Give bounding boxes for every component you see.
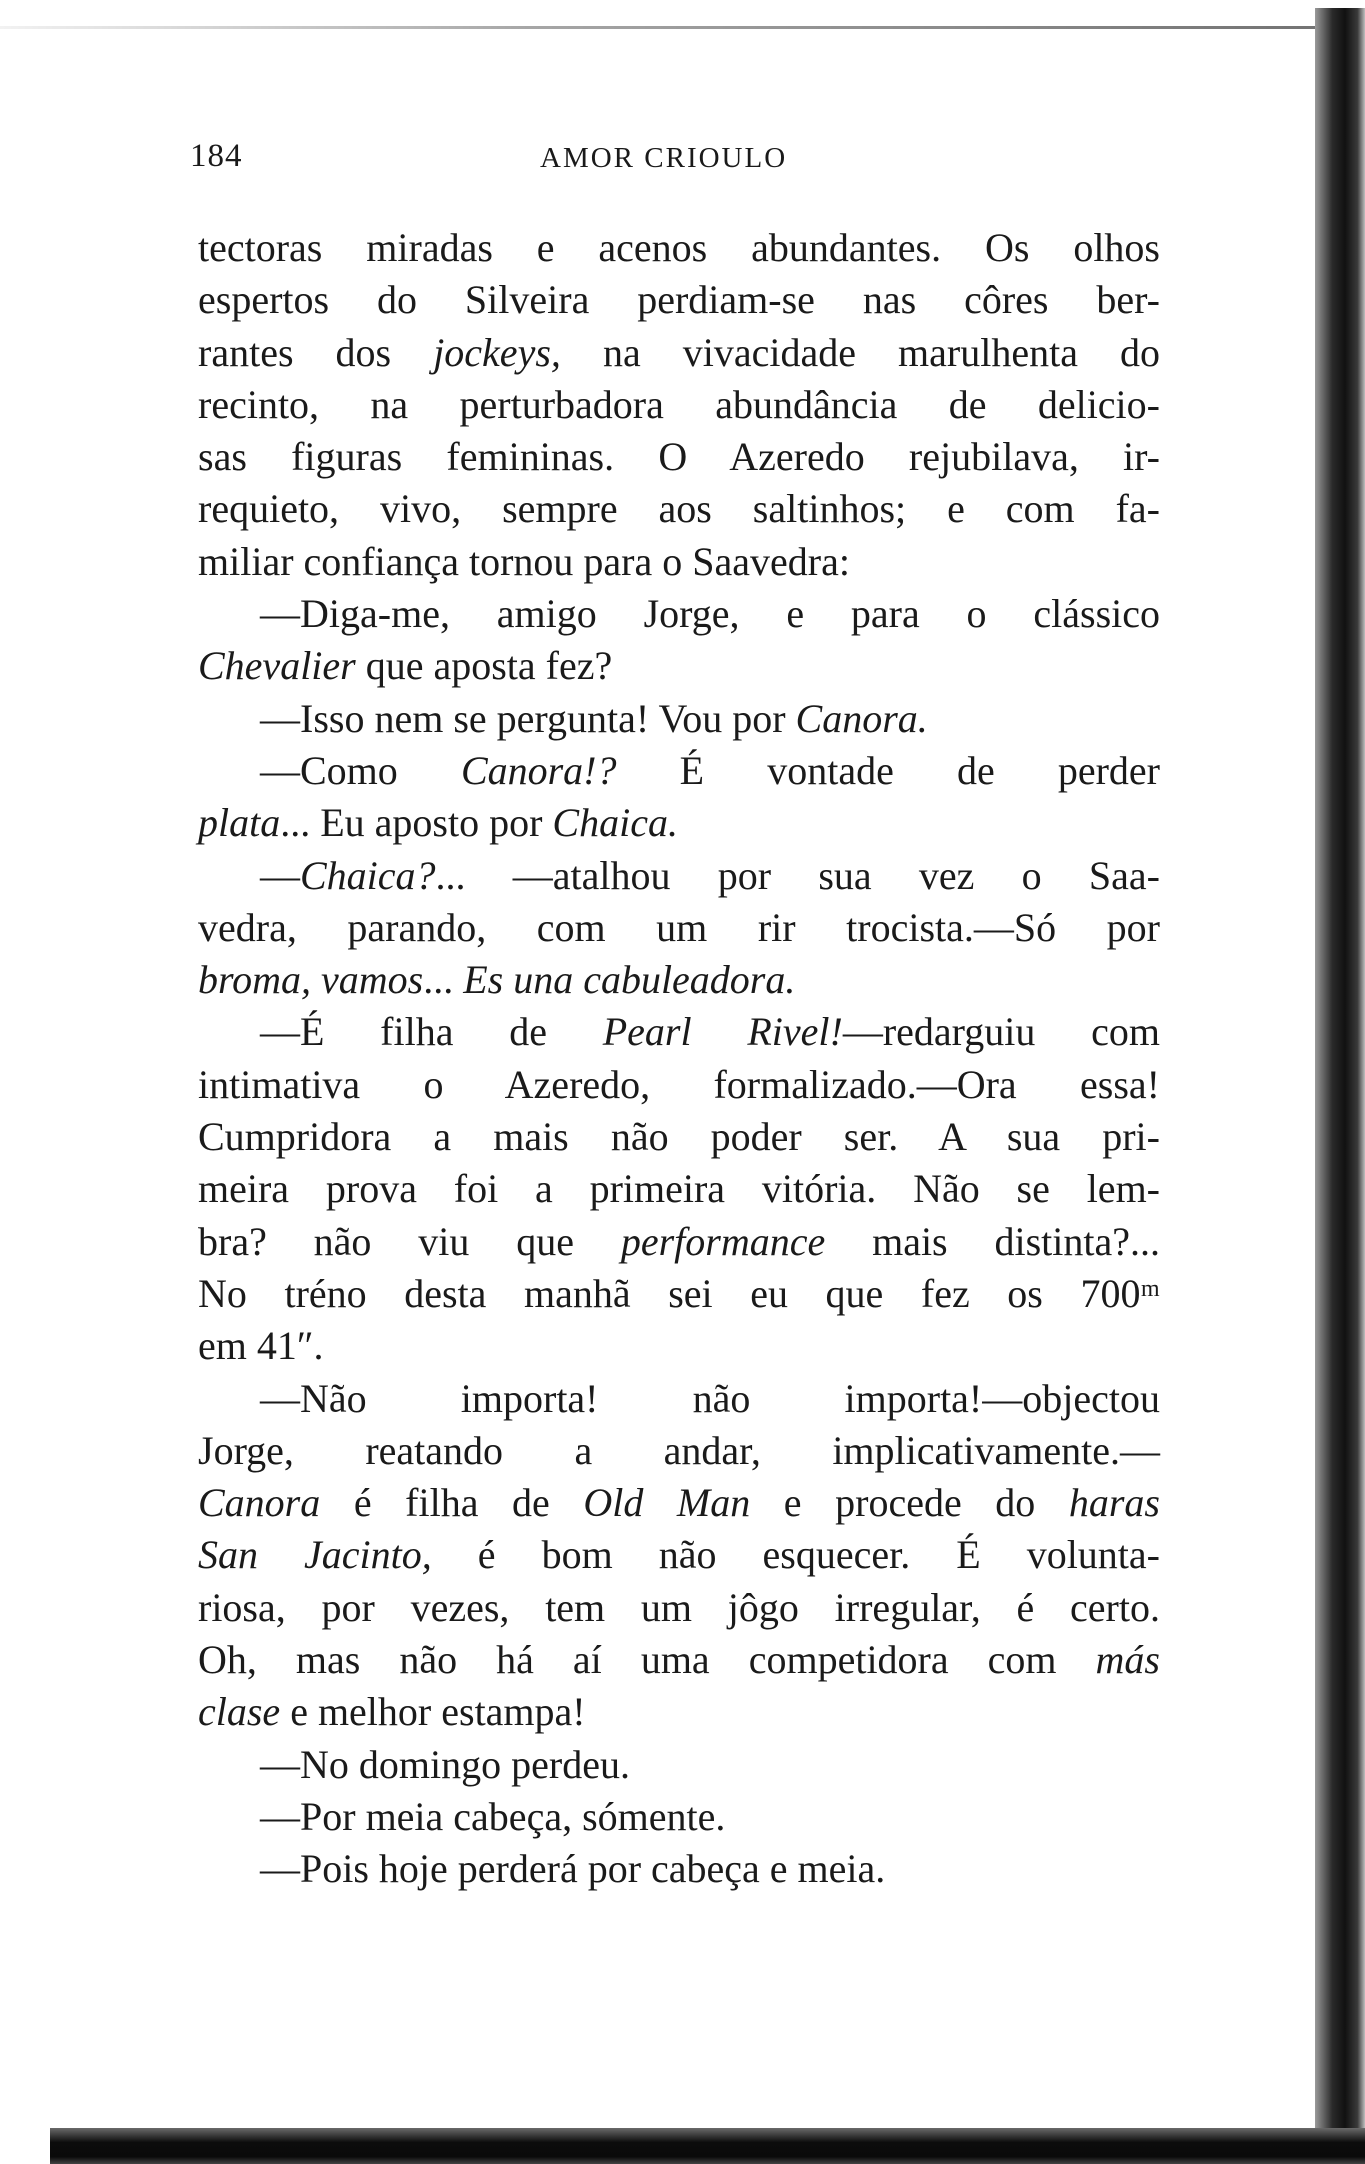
text-line <box>198 274 1160 326</box>
italic-text: broma, vamos <box>198 957 424 1003</box>
text-run: Oh, mas não há aí uma competidora com <box>198 1637 1096 1683</box>
text-run: — <box>260 852 300 898</box>
text-run: na vivacidade marulhenta do <box>560 329 1161 375</box>
book-spine-edge <box>1315 8 1365 2138</box>
text-run: Cumpridora a mais não poder ser. A sua pri- <box>198 1114 1160 1160</box>
text-run: recinto, na perturbadora abundância de delicio- <box>198 381 1160 427</box>
text-line <box>198 222 1160 274</box>
text-line <box>198 1320 1160 1372</box>
text-run: —Por meia cabeça, sómente. <box>260 1793 726 1839</box>
text-line <box>198 850 1160 902</box>
text-run: requieto, vivo, sempre aos saltinhos; e com fa- <box>198 486 1160 532</box>
text-run: —Não importa! não importa!—objectou <box>260 1375 1160 1421</box>
italic-text: Old Man <box>583 1480 751 1526</box>
text-line <box>198 1634 1160 1686</box>
text-run: —Pois hoje perderá por cabeça e meia. <box>260 1846 886 1892</box>
text-run: mais distinta?... <box>825 1218 1160 1264</box>
text-line <box>198 745 1160 797</box>
text-line <box>198 431 1160 483</box>
text-run: —Isso nem se pergunta! Vou por <box>260 695 796 741</box>
text-line <box>198 1582 1160 1634</box>
text-line <box>198 1373 1160 1425</box>
text-line <box>198 1216 1160 1268</box>
book-bottom-edge <box>50 2128 1365 2164</box>
text-run: —Como <box>260 747 461 793</box>
text-run: —É filha de <box>260 1009 603 1055</box>
text-run: em 41″. <box>198 1323 324 1369</box>
text-line <box>198 1111 1160 1163</box>
text-line <box>198 1843 1160 1895</box>
text-run: sas figuras femininas. O Azeredo rejubilava, ir- <box>198 434 1160 480</box>
italic-text: Canora <box>198 1480 321 1526</box>
italic-text: jockeys, <box>433 329 561 375</box>
text-run: —redarguiu com <box>842 1009 1160 1055</box>
italic-text: plata <box>198 800 281 846</box>
text-run: miliar confiança tornou para o Saavedra: <box>198 538 850 584</box>
text-line <box>198 379 1160 431</box>
text-line <box>198 483 1160 535</box>
text-run: —Diga-me, amigo Jorge, e para o clássico <box>260 591 1160 637</box>
text-run: que aposta fez? <box>355 643 613 689</box>
text-line <box>198 902 1160 954</box>
text-line <box>198 327 1160 379</box>
running-title: AMOR CRIOULO <box>540 142 788 174</box>
italic-text: más <box>1095 1637 1160 1683</box>
text-line <box>198 1059 1160 1111</box>
text-line <box>198 640 1160 692</box>
italic-text: performance <box>620 1218 826 1264</box>
text-line <box>198 954 1160 1006</box>
text-line <box>198 588 1160 640</box>
italic-text: Canora!? <box>460 747 617 793</box>
text-run: riosa, por vezes, tem um jôgo irregular, é certo. <box>198 1584 1160 1630</box>
italic-text: haras <box>1068 1480 1160 1526</box>
text-line <box>198 1425 1160 1477</box>
text-run: é filha de <box>320 1480 584 1526</box>
text-line <box>198 1686 1160 1738</box>
text-run: ... —atalhou por sua vez o Saa- <box>435 852 1160 898</box>
italic-text: Es una cabuleadora. <box>463 957 796 1003</box>
italic-text: Canora. <box>795 695 928 741</box>
text-line <box>198 1268 1160 1320</box>
text-run: Jorge, reatando a andar, implicativamente.— <box>198 1427 1160 1473</box>
italic-text: San Jacinto, <box>198 1532 432 1578</box>
text-line <box>198 1529 1160 1581</box>
italic-text: Chaica. <box>552 800 678 846</box>
text-line <box>198 797 1160 849</box>
text-run: ... Eu aposto por <box>280 800 553 846</box>
page-header <box>190 138 1170 188</box>
italic-text: Chaica? <box>300 852 436 898</box>
text-run: rantes dos <box>198 329 434 375</box>
italic-text: clase <box>198 1689 281 1735</box>
scan-top-shadow <box>0 26 1320 29</box>
text-line <box>198 536 1160 588</box>
body-text <box>198 222 1160 1896</box>
text-run: No tréno desta manhã sei eu que fez os 700ᵐ <box>198 1270 1160 1316</box>
text-line <box>198 693 1160 745</box>
text-line <box>198 1163 1160 1215</box>
text-run: e melhor estampa! <box>280 1689 586 1735</box>
text-run: meira prova foi a primeira vitória. Não se lem- <box>198 1166 1160 1212</box>
text-run: e procede do <box>750 1480 1069 1526</box>
text-run: é bom não esquecer. É volunta- <box>431 1532 1160 1578</box>
italic-text: Chevalier <box>198 643 356 689</box>
italic-text: Pearl Rivel! <box>602 1009 843 1055</box>
text-line <box>198 1791 1160 1843</box>
text-run: vedra, parando, com um rir trocista.—Só por <box>198 904 1160 950</box>
text-run: intimativa o Azeredo, formalizado.—Ora essa! <box>198 1061 1160 1107</box>
text-line <box>198 1477 1160 1529</box>
text-line <box>198 1006 1160 1058</box>
page-number: 184 <box>190 138 243 174</box>
text-run: espertos do Silveira perdiam-se nas côres ber- <box>198 277 1160 323</box>
text-run: ... <box>423 957 464 1003</box>
text-run: bra? não viu que <box>198 1218 621 1264</box>
text-run: —No domingo perdeu. <box>260 1741 630 1787</box>
text-run: tectoras miradas e acenos abundantes. Os olhos <box>198 225 1160 270</box>
text-line <box>198 1739 1160 1791</box>
text-run: É vontade de perder <box>616 747 1160 793</box>
